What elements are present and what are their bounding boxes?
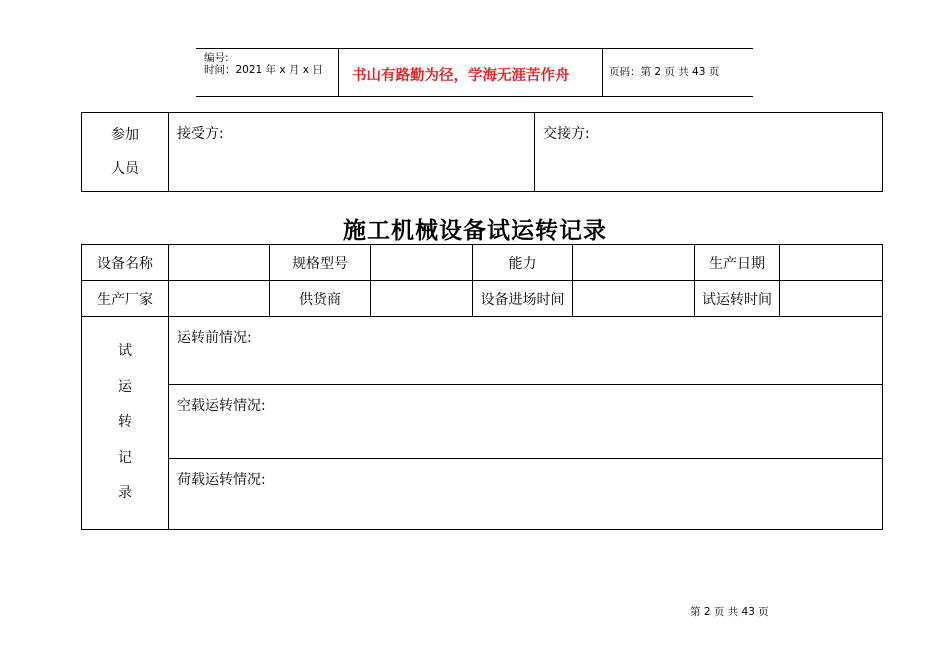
capacity-value[interactable]: [573, 245, 695, 281]
equipment-info-table: [81, 244, 883, 317]
header-divider-right: [602, 48, 603, 96]
before-run-label: 运转前情况:: [177, 330, 252, 346]
receiver-label: 接受方:: [177, 126, 224, 142]
trial-label-char-2: 运: [118, 378, 132, 395]
production-date-value[interactable]: [780, 245, 883, 281]
serial-number-label: 编号:: [204, 52, 229, 64]
equipment-name-label: 设备名称: [82, 245, 169, 281]
trial-label-char-5: 录: [118, 485, 132, 502]
trial-label-char-3: 转: [118, 414, 132, 431]
record-title: 施工机械设备试运转记录: [343, 217, 607, 244]
trial-run-time-label: 试运转时间: [695, 281, 780, 317]
participants-label-cell: [82, 113, 169, 192]
participants-label-line2: 人员: [111, 161, 139, 177]
page-number-label: 页码：第 2 页 共 43 页: [609, 66, 720, 78]
arrival-time-value[interactable]: [573, 281, 695, 317]
trial-run-label-cell: [82, 317, 169, 530]
capacity-label: 能力: [473, 245, 573, 281]
no-load-run-cell[interactable]: [169, 385, 883, 459]
arrival-time-label: 设备进场时间: [473, 281, 573, 317]
before-run-cell[interactable]: [169, 317, 883, 385]
manufacturer-label: 生产厂家: [82, 281, 169, 317]
deliverer-cell[interactable]: [535, 113, 883, 192]
date-label: 时间：2021 年 x 月 x 日: [204, 64, 323, 76]
manufacturer-value[interactable]: [169, 281, 270, 317]
supplier-label: 供货商: [270, 281, 371, 317]
model-spec-value[interactable]: [371, 245, 473, 281]
deliverer-label: 交接方:: [543, 126, 590, 142]
participants-label-line1: 参加: [111, 127, 139, 143]
trial-label-char-4: 记: [118, 449, 132, 466]
participants-table: [81, 112, 883, 192]
trial-run-time-value[interactable]: [780, 281, 883, 317]
production-date-label: 生产日期: [695, 245, 780, 281]
trial-run-table: [81, 316, 883, 530]
motto-text: 书山有路勤为径，学海无涯苦作舟: [352, 68, 570, 84]
no-load-run-label: 空载运转情况:: [177, 398, 266, 414]
receiver-cell[interactable]: [169, 113, 535, 192]
model-spec-label: 规格型号: [270, 245, 371, 281]
footer-page-number: 第 2 页 共 43 页: [690, 606, 769, 618]
header-divider-left: [338, 48, 339, 96]
load-run-label: 荷载运转情况:: [177, 472, 266, 488]
supplier-value[interactable]: [371, 281, 473, 317]
header-bottom-rule: [196, 96, 753, 97]
load-run-cell[interactable]: [169, 459, 883, 530]
equipment-name-value[interactable]: [169, 245, 270, 281]
trial-label-char-1: 试: [118, 343, 132, 360]
header-top-rule: [196, 48, 753, 49]
